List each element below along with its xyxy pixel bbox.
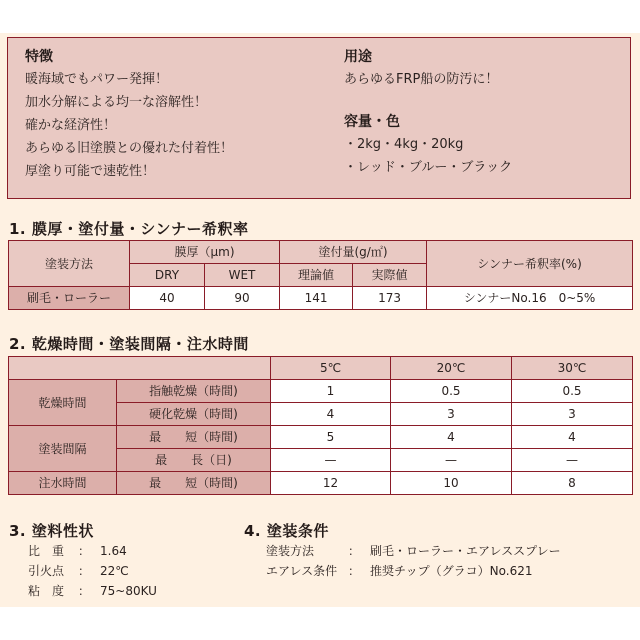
painting-conditions bbox=[266, 541, 561, 581]
features-heading: 特徴 bbox=[25, 49, 53, 65]
header-actual: 実際値 bbox=[353, 264, 427, 287]
cell-value: 0.5 bbox=[391, 380, 512, 403]
cell-theoretical: 141 bbox=[280, 287, 353, 310]
feature-item: 加水分解による均一な溶解性！ bbox=[25, 95, 208, 110]
cell-dry: 40 bbox=[130, 287, 205, 310]
header-temp-30: 30℃ bbox=[512, 357, 633, 380]
cell-value: 4 bbox=[271, 403, 391, 426]
header-coverage: 塗付量(g/㎡) bbox=[280, 241, 427, 264]
group-drying: 乾燥時間 bbox=[9, 380, 117, 426]
feature-item: 確かな経済性！ bbox=[25, 118, 117, 133]
header-temp-20: 20℃ bbox=[391, 357, 512, 380]
cell-value: 12 bbox=[271, 472, 391, 495]
cell-value: 1 bbox=[271, 380, 391, 403]
row-label: 最 短（時間) bbox=[117, 472, 271, 495]
condition-row: エアレス条件 ： 推奨チップ（グラコ）No.621 bbox=[266, 561, 561, 581]
header-theoretical: 理論値 bbox=[280, 264, 353, 287]
section3-title: 3. 塗料性状 bbox=[9, 522, 94, 540]
paint-properties bbox=[28, 541, 157, 601]
cell-value: — bbox=[512, 449, 633, 472]
features-box bbox=[7, 37, 631, 199]
spec-sheet bbox=[0, 33, 640, 607]
row-label: 最 長（日) bbox=[117, 449, 271, 472]
feature-item: 厚塗り可能で速乾性！ bbox=[25, 164, 156, 179]
row-label: 指触乾燥（時間) bbox=[117, 380, 271, 403]
thickness-table bbox=[8, 240, 633, 310]
feature-item: あらゆる旧塗膜との優れた付着性！ bbox=[25, 141, 234, 156]
condition-label: 塗装方法 bbox=[266, 544, 315, 558]
header-wet: WET bbox=[205, 264, 280, 287]
header-dry: DRY bbox=[130, 264, 205, 287]
cell-value: 0.5 bbox=[512, 380, 633, 403]
cell-value: — bbox=[391, 449, 512, 472]
condition-label: エアレス条件 bbox=[266, 564, 338, 578]
header-thickness: 膜厚（μm) bbox=[130, 241, 280, 264]
section2-title: 2. 乾燥時間・塗装間隔・注水時間 bbox=[9, 335, 249, 353]
property-label: 粘 度 bbox=[28, 584, 65, 598]
property-value: 22℃ bbox=[100, 564, 129, 578]
header-thinner: シンナー希釈率(%) bbox=[427, 241, 633, 287]
group-launch: 注水時間 bbox=[9, 472, 117, 495]
row-label: 硬化乾燥（時間) bbox=[117, 403, 271, 426]
property-row: 粘 度 ： 75~80KU bbox=[28, 581, 157, 601]
property-label: 比 重 bbox=[28, 544, 65, 558]
cell-value: 3 bbox=[391, 403, 512, 426]
cell-value: 10 bbox=[391, 472, 512, 495]
usage-text: あらゆるFRP船の防汚に！ bbox=[344, 72, 499, 87]
cell-value: 4 bbox=[512, 426, 633, 449]
condition-value: 推奨チップ（グラコ）No.621 bbox=[370, 564, 533, 578]
usage-column bbox=[344, 46, 512, 179]
cell-value: 5 bbox=[271, 426, 391, 449]
cell-value: 4 bbox=[391, 426, 512, 449]
cell-actual: 173 bbox=[353, 287, 427, 310]
capacity-sizes: ・2kg・4kg・20kg bbox=[344, 137, 464, 152]
property-row: 比 重 ： 1.64 bbox=[28, 541, 157, 561]
cell-thinner: シンナーNo.16 0~5% bbox=[427, 287, 633, 310]
usage-heading: 用途 bbox=[344, 49, 372, 65]
capacity-heading: 容量・色 bbox=[344, 114, 400, 130]
condition-row: 塗装方法 ： 刷毛・ローラー・エアレススプレー bbox=[266, 541, 561, 561]
section1-title: 1. 膜厚・塗付量・シンナー希釈率 bbox=[9, 220, 249, 238]
property-value: 1.64 bbox=[100, 544, 127, 558]
property-label: 引火点 bbox=[28, 564, 65, 578]
group-interval: 塗装間隔 bbox=[9, 426, 117, 472]
row-label: 最 短（時間) bbox=[117, 426, 271, 449]
property-row: 引火点 ： 22℃ bbox=[28, 561, 157, 581]
row-method: 刷毛・ローラー bbox=[9, 287, 130, 310]
cell-value: 3 bbox=[512, 403, 633, 426]
property-value: 75~80KU bbox=[100, 584, 157, 598]
capacity-colors: ・レッド・ブルー・ブラック bbox=[344, 160, 513, 175]
cell-value: 8 bbox=[512, 472, 633, 495]
cell-value: — bbox=[271, 449, 391, 472]
feature-item: 暖海域でもパワー発揮！ bbox=[25, 72, 169, 87]
header-method: 塗装方法 bbox=[9, 241, 130, 287]
features-column bbox=[25, 46, 233, 183]
section4-title: 4. 塗装条件 bbox=[244, 522, 329, 540]
drying-table bbox=[8, 356, 633, 495]
header-blank bbox=[9, 357, 271, 380]
condition-value: 刷毛・ローラー・エアレススプレー bbox=[370, 544, 561, 558]
cell-wet: 90 bbox=[205, 287, 280, 310]
header-temp-5: 5℃ bbox=[271, 357, 391, 380]
